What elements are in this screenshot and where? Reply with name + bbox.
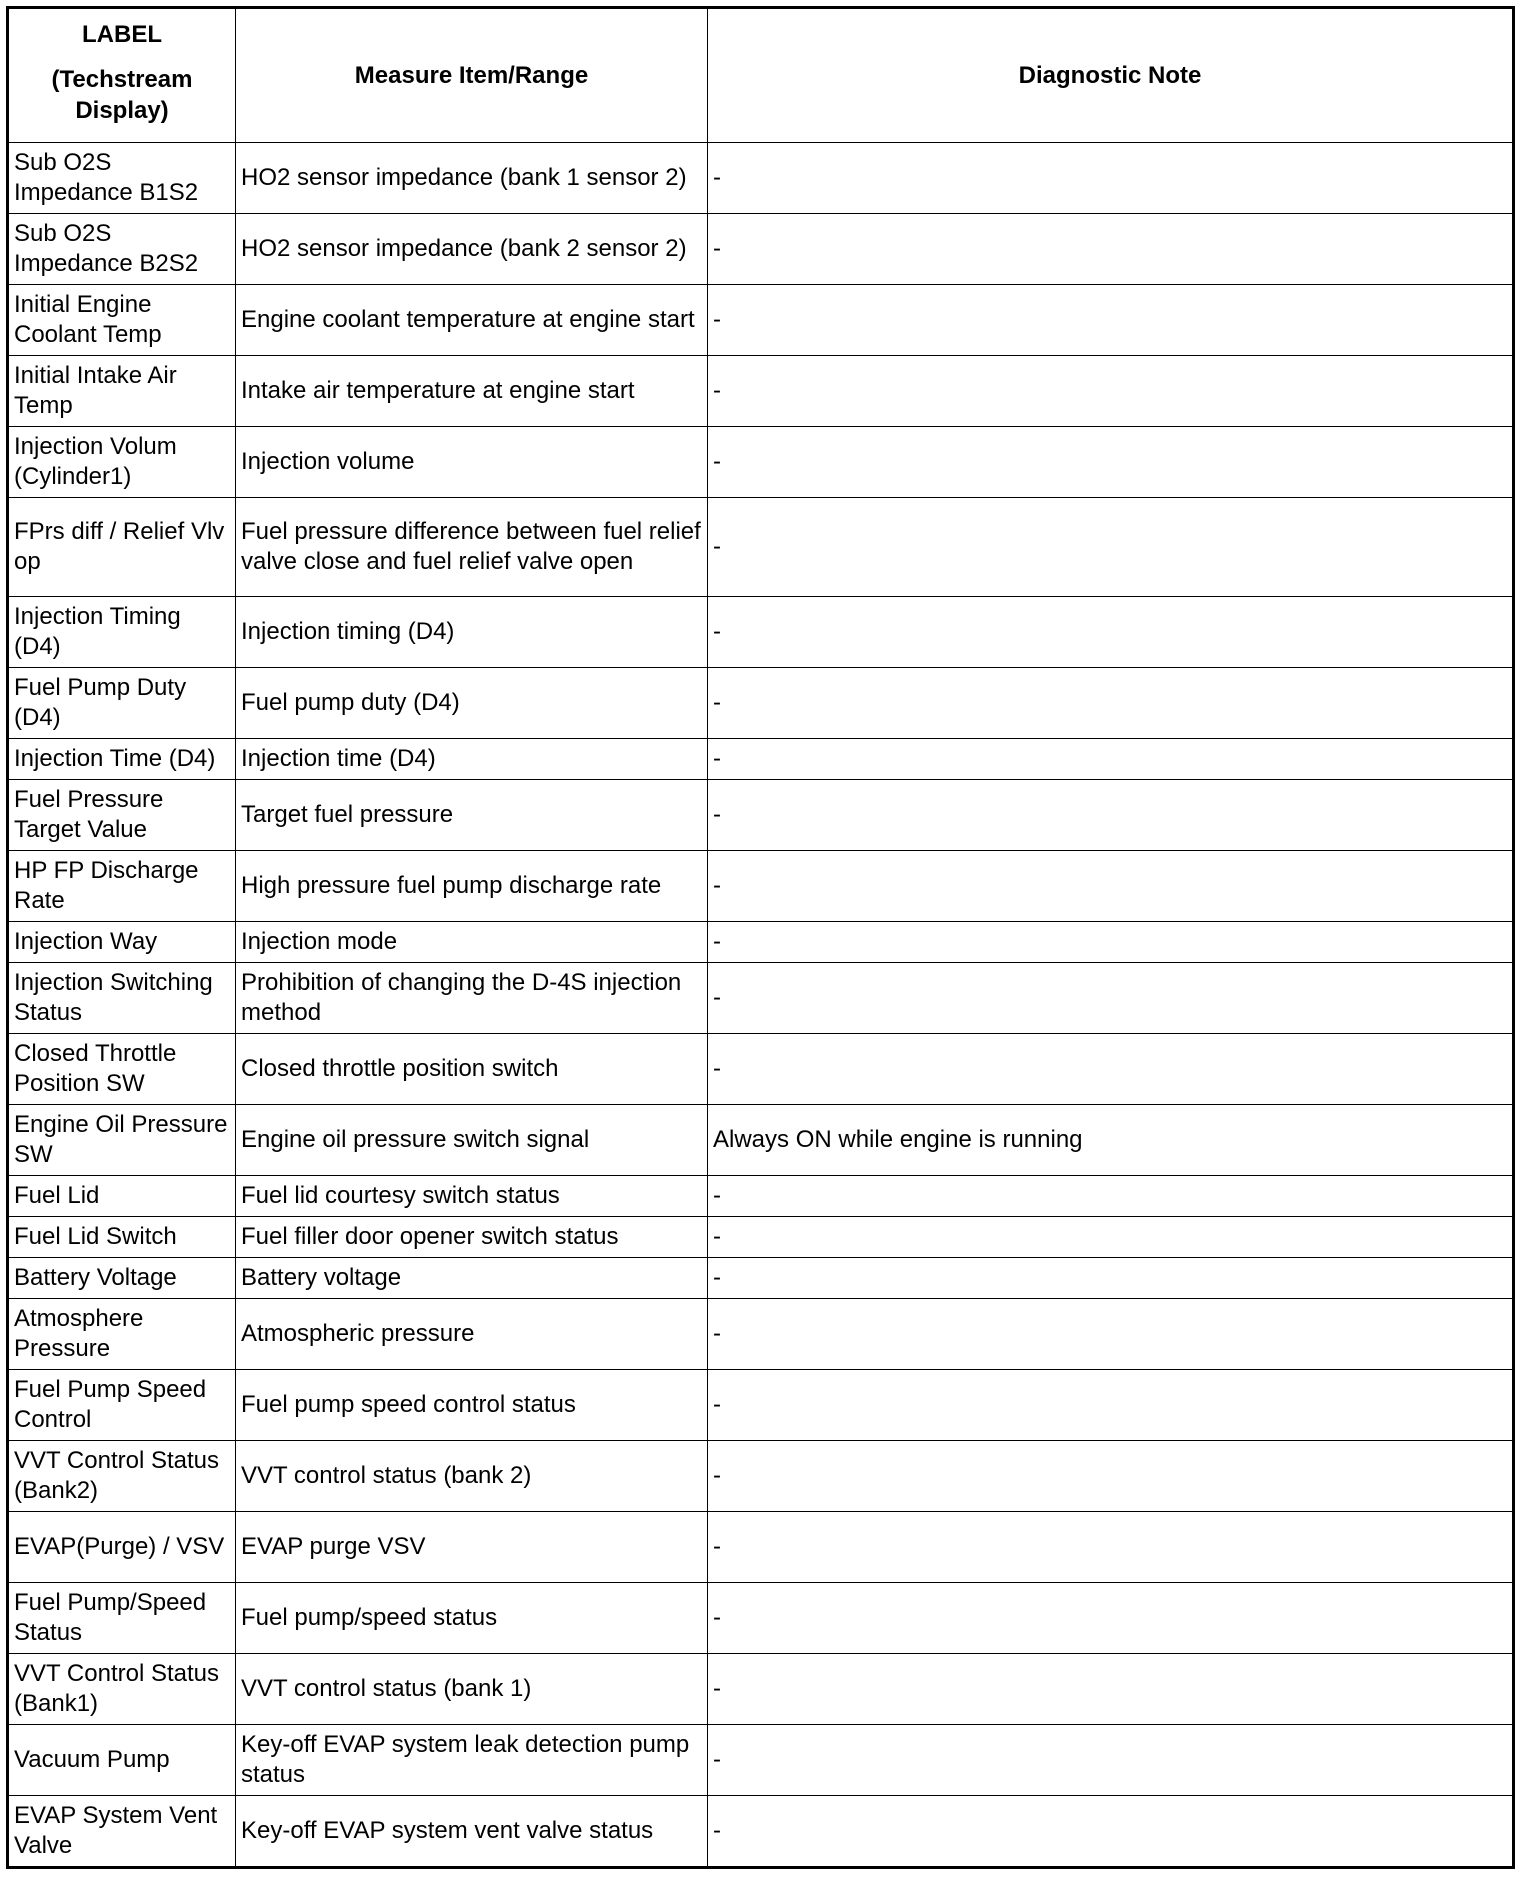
- note-cell: -: [708, 1512, 1514, 1583]
- measure-cell: Battery voltage: [236, 1258, 708, 1299]
- note-cell: -: [708, 780, 1514, 851]
- note-cell: -: [708, 1796, 1514, 1868]
- label-cell: Injection Volum (Cylinder1): [8, 427, 236, 498]
- label-cell: Injection Way: [8, 922, 236, 963]
- table-row: [8, 214, 1514, 285]
- label-cell: Initial Intake Air Temp: [8, 356, 236, 427]
- label-cell: Injection Timing (D4): [8, 597, 236, 668]
- label-cell: Vacuum Pump: [8, 1725, 236, 1796]
- note-column-header: Diagnostic Note: [708, 8, 1514, 143]
- label-cell: Fuel Pressure Target Value: [8, 780, 236, 851]
- note-cell: -: [708, 285, 1514, 356]
- measure-cell: Injection mode: [236, 922, 708, 963]
- table-row: [8, 851, 1514, 922]
- note-cell: -: [708, 1034, 1514, 1105]
- label-cell: Fuel Pump Duty (D4): [8, 668, 236, 739]
- note-cell: -: [708, 1654, 1514, 1725]
- label-header-line1: LABEL: [82, 21, 162, 48]
- table-row: [8, 1299, 1514, 1370]
- table-row: [8, 1725, 1514, 1796]
- measure-cell: Engine coolant temperature at engine start: [236, 285, 708, 356]
- table-header-row: [8, 8, 1514, 143]
- note-cell: -: [708, 668, 1514, 739]
- table-row: [8, 1258, 1514, 1299]
- measure-cell: High pressure fuel pump discharge rate: [236, 851, 708, 922]
- label-cell: Fuel Lid: [8, 1176, 236, 1217]
- note-cell: -: [708, 427, 1514, 498]
- measure-cell: Prohibition of changing the D-4S injection method: [236, 963, 708, 1034]
- measure-cell: Key-off EVAP system leak detection pump status: [236, 1725, 708, 1796]
- measure-cell: HO2 sensor impedance (bank 1 sensor 2): [236, 143, 708, 214]
- table-row: [8, 1512, 1514, 1583]
- table-row: [8, 1796, 1514, 1868]
- measure-cell: Fuel pump duty (D4): [236, 668, 708, 739]
- note-cell: -: [708, 356, 1514, 427]
- measure-cell: Fuel pump/speed status: [236, 1583, 708, 1654]
- label-cell: EVAP System Vent Valve: [8, 1796, 236, 1868]
- note-cell: -: [708, 214, 1514, 285]
- note-cell: -: [708, 851, 1514, 922]
- measure-cell: Fuel pressure difference between fuel relief valve close and fuel relief valve open: [236, 498, 708, 597]
- label-cell: Initial Engine Coolant Temp: [8, 285, 236, 356]
- label-cell: Injection Time (D4): [8, 739, 236, 780]
- measure-cell: Target fuel pressure: [236, 780, 708, 851]
- measure-cell: Injection volume: [236, 427, 708, 498]
- label-cell: Fuel Lid Switch: [8, 1217, 236, 1258]
- table-row: [8, 498, 1514, 597]
- measure-cell: Key-off EVAP system vent valve status: [236, 1796, 708, 1868]
- table-row: [8, 1370, 1514, 1441]
- note-cell: -: [708, 963, 1514, 1034]
- table-row: [8, 427, 1514, 498]
- table-row: [8, 1176, 1514, 1217]
- note-cell: -: [708, 1370, 1514, 1441]
- table-row: [8, 1441, 1514, 1512]
- label-cell: VVT Control Status (Bank1): [8, 1654, 236, 1725]
- table-row: [8, 143, 1514, 214]
- measure-cell: VVT control status (bank 1): [236, 1654, 708, 1725]
- label-column-header: [8, 8, 236, 143]
- label-cell: Injection Switching Status: [8, 963, 236, 1034]
- measure-cell: Injection time (D4): [236, 739, 708, 780]
- note-cell: -: [708, 922, 1514, 963]
- note-cell: -: [708, 1583, 1514, 1654]
- measure-cell: EVAP purge VSV: [236, 1512, 708, 1583]
- measure-cell: VVT control status (bank 2): [236, 1441, 708, 1512]
- measure-cell: Fuel pump speed control status: [236, 1370, 708, 1441]
- label-cell: Sub O2S Impedance B2S2: [8, 214, 236, 285]
- data-list-table: [6, 6, 1515, 1869]
- note-cell: -: [708, 498, 1514, 597]
- table-row: [8, 739, 1514, 780]
- table-row: [8, 780, 1514, 851]
- note-cell: -: [708, 1258, 1514, 1299]
- note-cell: Always ON while engine is running: [708, 1105, 1514, 1176]
- measure-cell: Engine oil pressure switch signal: [236, 1105, 708, 1176]
- label-cell: FPrs diff / Relief Vlv op: [8, 498, 236, 597]
- table-row: [8, 668, 1514, 739]
- table-row: [8, 1654, 1514, 1725]
- label-cell: VVT Control Status (Bank2): [8, 1441, 236, 1512]
- table-row: [8, 1034, 1514, 1105]
- label-cell: Engine Oil Pressure SW: [8, 1105, 236, 1176]
- table-row: [8, 1583, 1514, 1654]
- measure-cell: Closed throttle position switch: [236, 1034, 708, 1105]
- label-cell: Sub O2S Impedance B1S2: [8, 143, 236, 214]
- note-cell: -: [708, 597, 1514, 668]
- note-cell: -: [708, 143, 1514, 214]
- note-cell: -: [708, 1441, 1514, 1512]
- measure-column-header: Measure Item/Range: [236, 8, 708, 143]
- measure-cell: Intake air temperature at engine start: [236, 356, 708, 427]
- label-header-line3: Display): [75, 97, 169, 124]
- label-cell: EVAP(Purge) / VSV: [8, 1512, 236, 1583]
- label-cell: Atmosphere Pressure: [8, 1299, 236, 1370]
- measure-cell: Injection timing (D4): [236, 597, 708, 668]
- label-cell: Closed Throttle Position SW: [8, 1034, 236, 1105]
- note-cell: -: [708, 1725, 1514, 1796]
- label-cell: Fuel Pump/Speed Status: [8, 1583, 236, 1654]
- measure-cell: Atmospheric pressure: [236, 1299, 708, 1370]
- table-row: [8, 285, 1514, 356]
- table-row: [8, 963, 1514, 1034]
- label-cell: HP FP Discharge Rate: [8, 851, 236, 922]
- table-row: [8, 922, 1514, 963]
- note-cell: -: [708, 739, 1514, 780]
- table-row: [8, 1217, 1514, 1258]
- table-row: [8, 1105, 1514, 1176]
- note-cell: -: [708, 1176, 1514, 1217]
- note-cell: -: [708, 1299, 1514, 1370]
- label-header-line2: (Techstream: [51, 66, 193, 93]
- note-cell: -: [708, 1217, 1514, 1258]
- measure-cell: Fuel lid courtesy switch status: [236, 1176, 708, 1217]
- label-cell: Battery Voltage: [8, 1258, 236, 1299]
- measure-cell: HO2 sensor impedance (bank 2 sensor 2): [236, 214, 708, 285]
- table-row: [8, 597, 1514, 668]
- measure-cell: Fuel filler door opener switch status: [236, 1217, 708, 1258]
- label-cell: Fuel Pump Speed Control: [8, 1370, 236, 1441]
- table-row: [8, 356, 1514, 427]
